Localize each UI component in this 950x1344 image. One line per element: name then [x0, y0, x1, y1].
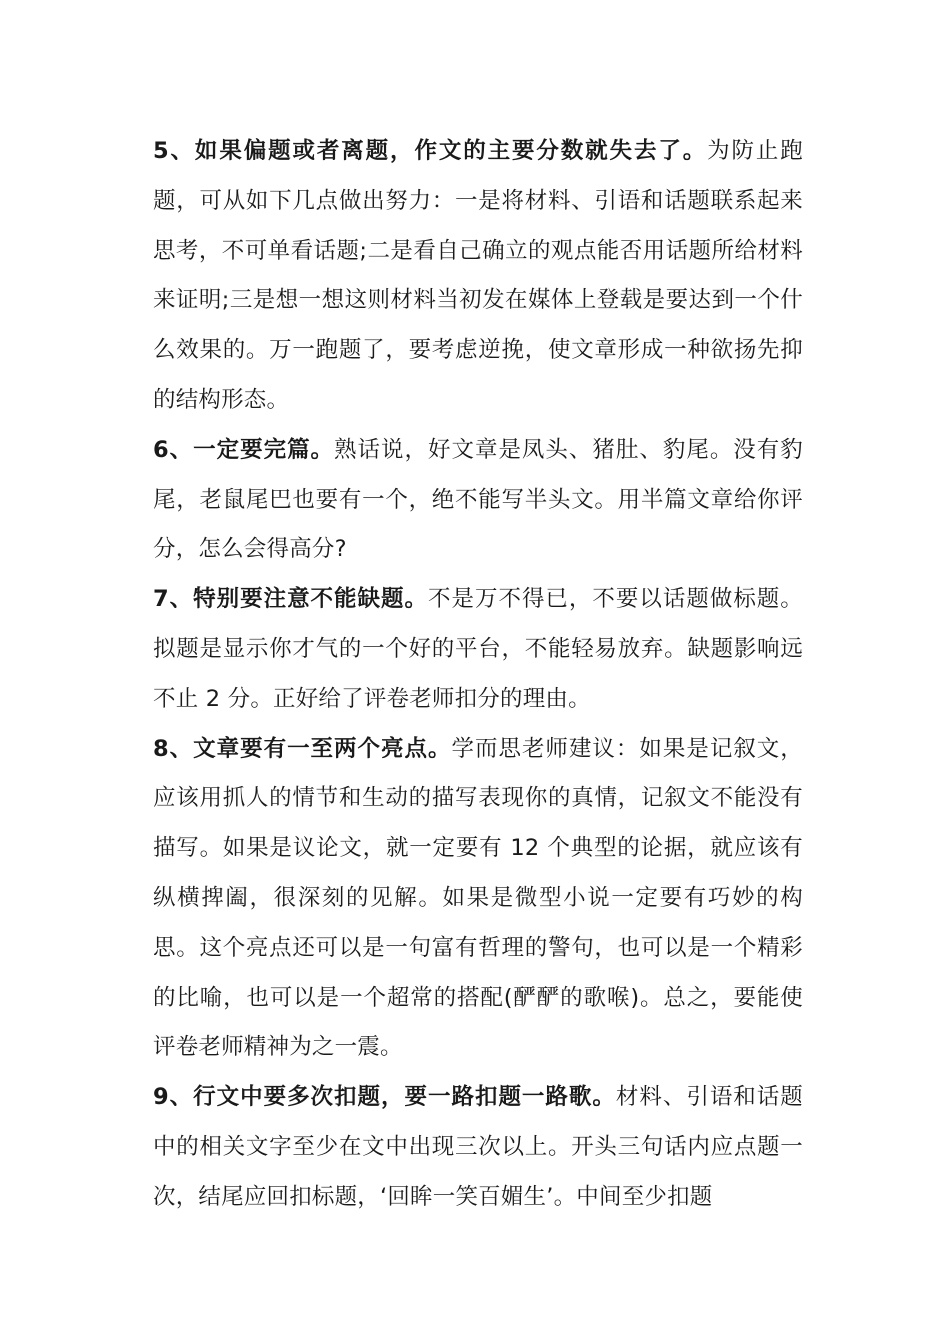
paragraph-text: 材料、引语和话题中的相关文字至少在文中出现三次以上。开头三句话内应点题一次，结尾应回扣标题，‘回眸一笑百媚生’。中间至少扣题 [153, 1084, 803, 1210]
paragraph-text: 为防止跑题，可从如下几点做出努力：一是将材料、引语和话题联系起来思考，不可单看话题;二是看自己确立的观点能否用话题所给材料来证明;三是想一想这则材料当初发在媒体上登载是要达到一个什么效果的。万一跑题了，要考虑逆挽，使文章形成一种欲扬先抑的结构形态。 [153, 138, 803, 413]
paragraph-text: 不是万不得已，不要以话题做标题。拟题是显示你才气的一个好的平台，不能轻易放弃。缺题影响远不止 2 分。正好给了评卷老师扣分的理由。 [153, 586, 803, 712]
paragraph-7 [153, 575, 803, 724]
paragraph-heading: 7、特别要注意不能缺题。 [153, 586, 428, 613]
paragraph-heading: 5、如果偏题或者离题，作文的主要分数就失去了。 [153, 138, 708, 164]
paragraph-6 [153, 426, 803, 575]
paragraph-heading: 8、文章要有一至两个亮点。 [153, 735, 452, 762]
paragraph-9 [153, 1073, 803, 1222]
paragraph-heading: 6、一定要完篇。 [153, 436, 335, 463]
document-body [153, 127, 803, 1223]
paragraph-text: 学而思老师建议：如果是记叙文，应该用抓人的情节和生动的描写表现你的真情，记叙文不能没有描写。如果是议论文，就一定要有 12 个典型的论据，就应该有纵横捭阖，很深刻的见解。如果是微型小说一定要有巧妙的构思。这个亮点还可以是一句富有哲理的警句，也可以是一个精彩的比喻，也可以是一个超常的搭配(酽酽的歌喉)。总之，要能使评卷老师精神为之一震。 [153, 735, 803, 1061]
paragraph-8 [153, 725, 803, 1074]
paragraph-heading: 9、行文中要多次扣题，要一路扣题一路歌。 [153, 1084, 616, 1111]
paragraph-5 [153, 127, 803, 426]
paragraph-text: 熟话说，好文章是凤头、猪肚、豹尾。没有豹尾，老鼠尾巴也要有一个，绝不能写半头文。用半篇文章给你评分，怎么会得高分? [153, 436, 803, 563]
